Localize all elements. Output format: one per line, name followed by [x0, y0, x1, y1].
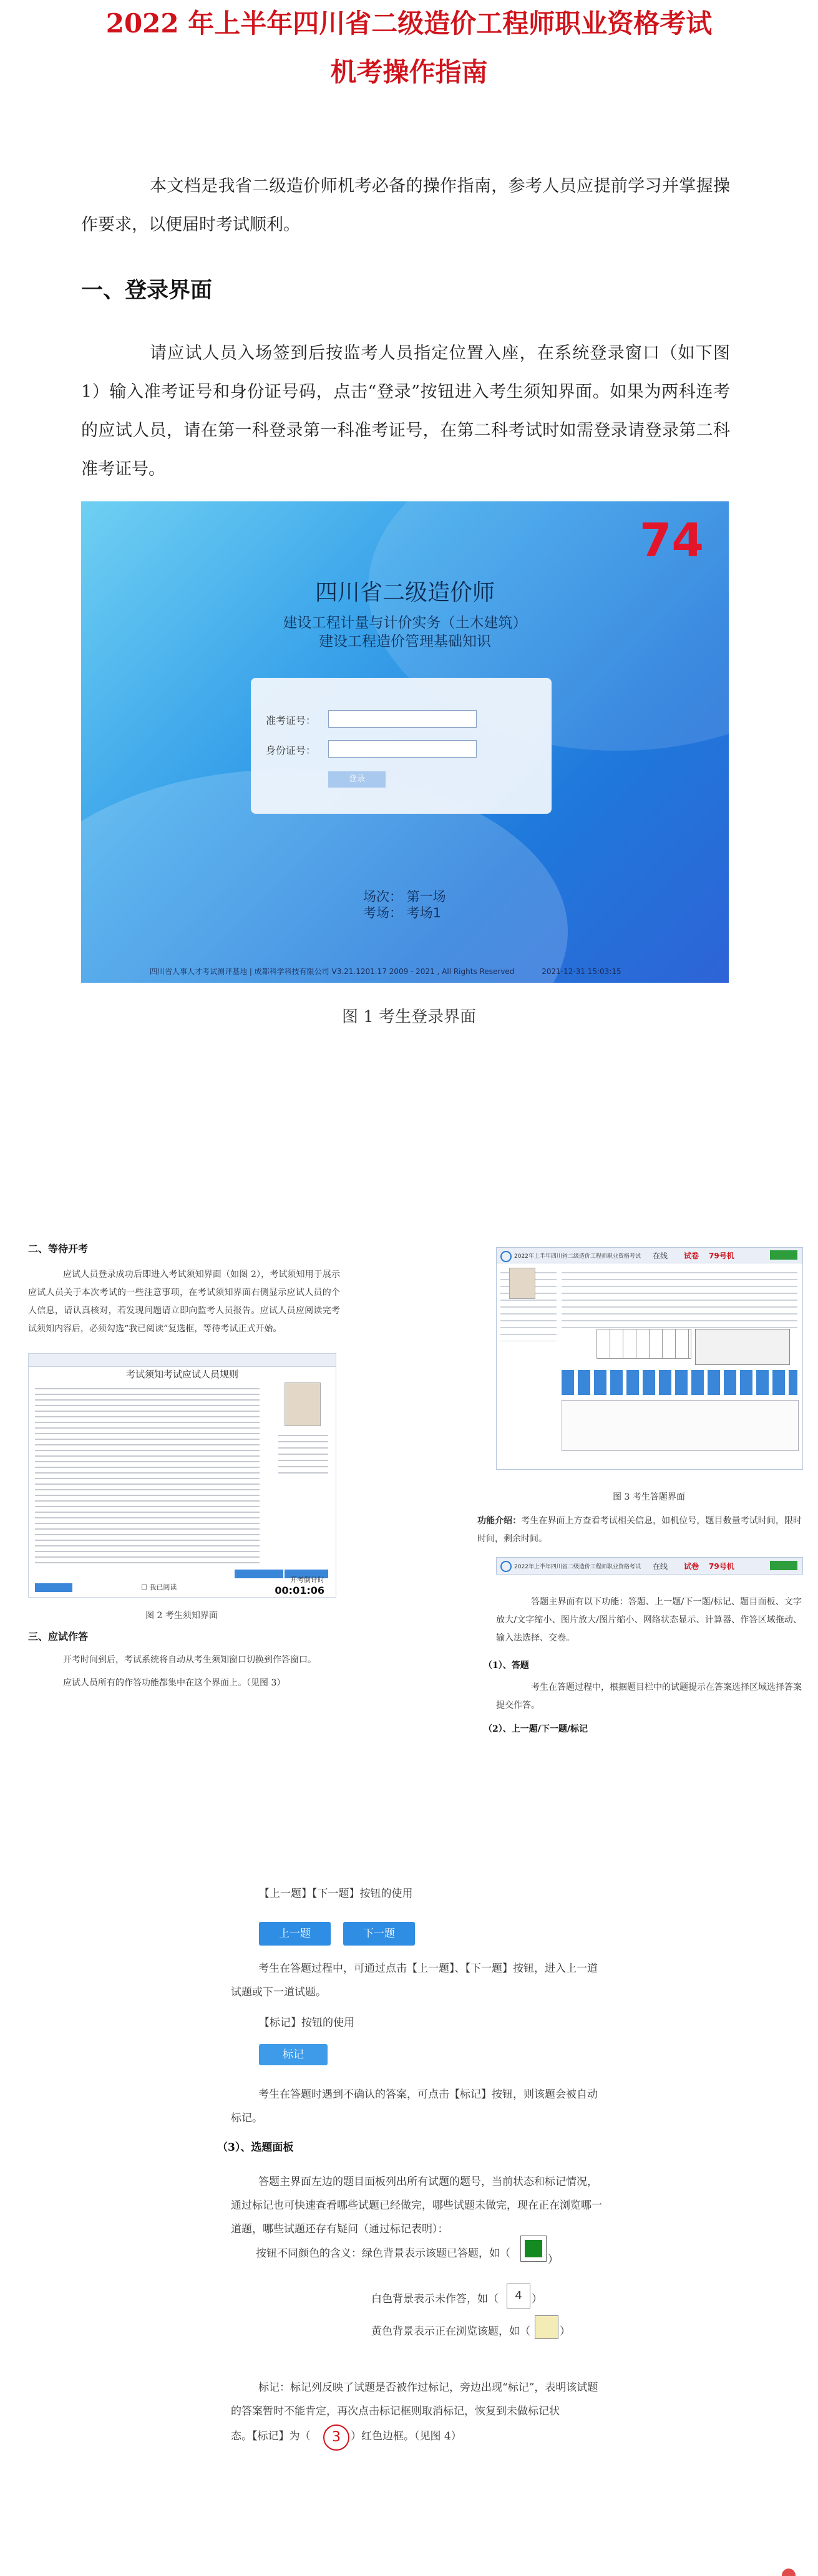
mark-title: 【标记】按钮的使用 [259, 2017, 354, 2029]
exam-label: 试卷 [684, 1562, 699, 1571]
notice-titlebar [29, 1354, 336, 1367]
candidate-photo [285, 1382, 321, 1426]
ticket-label: 准考证号： [266, 715, 316, 726]
online-status: 在线 [653, 1562, 668, 1571]
subject-line2: 建设工程造价管理基础知识 [319, 634, 491, 650]
title-line2: 机考操作指南 [330, 57, 488, 87]
login-footer [150, 966, 621, 977]
candidate-photo [509, 1268, 535, 1299]
mark-note-end-b: ）红色边框。（见图 4） [351, 2430, 462, 2443]
yellow-close: ） [560, 2325, 570, 2338]
green-close: ） [548, 2254, 558, 2266]
green-fill [525, 2240, 542, 2257]
green-meaning [256, 2242, 510, 2265]
countdown-label: 开考倒计时 [290, 1576, 324, 1584]
figure2-caption: 图 2 考生须知界面 [145, 1611, 218, 1621]
id-input[interactable] [328, 740, 477, 758]
unanswered-swatch: 4 [507, 2284, 530, 2308]
yellow-meaning: 黄色背景表示正在浏览该题，如（ [371, 2325, 530, 2338]
id-label: 身份证号： [266, 745, 316, 756]
mark-note: 标记：标记列反映了试题是否被作过标记，旁边出现“标记”，表明该试题的答案暂时不能肯定，再次点击标记框则取消标记，恢复到未做标记状 [231, 2381, 598, 2418]
function-label: 功能介绍： [477, 1516, 522, 1526]
online-status: 在线 [653, 1252, 668, 1260]
panel-heading: （3）、选题面板 [217, 2141, 294, 2154]
answer-title: 2022年上半年四川省二级造价工程师职业资格考试 [514, 1253, 641, 1260]
viewing-swatch [535, 2315, 558, 2339]
login-button[interactable]: 登录 [328, 771, 386, 788]
notice-text-block [35, 1384, 260, 1565]
submit-button[interactable] [770, 1561, 797, 1570]
read-checkbox-label: 我已阅读 [149, 1583, 177, 1591]
subject-line1: 建设工程计量与计价实务（土木建筑） [283, 615, 527, 631]
question-diagram [695, 1329, 790, 1365]
mark-text: 考生在答题时遇到不确认的答案，可点击【标记】按钮，则该题会被自动标记。 [231, 2088, 598, 2125]
prevnext-title: 【上一题】【下一题】按钮的使用 [259, 1888, 413, 1900]
system-title: 四川省二级造价师 [314, 580, 495, 605]
prev-button[interactable]: 上一题 [259, 1922, 331, 1946]
green-meaning-text: 按钮不同颜色的含义：绿色背景表示该题已答题，如（ [256, 2247, 510, 2260]
question-area [562, 1266, 797, 1329]
footer-time: 2021-12-31 15:03:15 [542, 967, 621, 976]
question-panel[interactable] [562, 1370, 797, 1395]
mark-note-end-a: 态。【标记】为（ [231, 2430, 311, 2443]
exam-label: 试卷 [684, 1252, 699, 1260]
logo-icon [500, 1561, 512, 1572]
topbar-title: 2022年上半年四川省二级造价工程师职业资格考试 [514, 1564, 641, 1570]
panel-text: 答题主界面左边的题目面板列出所有试题的题号，当前状态和标记情况，通过标记也可快速查看哪些试题已经做完，哪些试题未做完，现在正在浏览哪一道题，哪些试题还存有疑问（通过标记表明）： [231, 2176, 602, 2236]
logo-icon [500, 1251, 512, 1262]
notice-screen-figure [28, 1353, 336, 1598]
section1-paragraph: 请应试人员入场签到后按监考人员指定位置入座，在系统登录窗口（如下图 1）输入准考证号和身份证号码，点击“登录”按钮进入考生须知界面。如果为两科连考的应试人员，请在第一科登录第一科准考证号，在第二科考试时如需登录请登录第二科准考证号。 [81, 344, 730, 479]
login-screen-figure [81, 501, 729, 983]
function-intro [477, 1512, 802, 1548]
figure1-caption: 图 1 考生登录界面 [341, 1008, 477, 1026]
white-meaning: 白色背景表示未作答，如（ [371, 2293, 499, 2305]
machine-label: 79号机 [709, 1562, 734, 1571]
candidate-info [278, 1430, 328, 1474]
marked-question-icon: 3 [323, 2424, 349, 2451]
footer-copyright: 四川省人事人才考试测评基地 | 成都科学科技有限公司 V3.21.1201.17 2009 - 2021 , All Rights Reserved [150, 967, 515, 976]
submit-button[interactable] [770, 1250, 797, 1260]
ticket-input[interactable] [328, 710, 477, 728]
next-button[interactable]: 下一题 [343, 1922, 415, 1946]
countdown-value: 00:01:06 [275, 1585, 324, 1596]
answer-topbar [497, 1248, 802, 1263]
prevnext-text: 考生在答题过程中，可通过点击【上一题】、【下一题】按钮，进入上一道试题或下一道试题。 [231, 1962, 598, 1999]
answer-screen-figure [496, 1247, 803, 1470]
section3-heading: 三、应试作答 [28, 1631, 89, 1643]
question-table [596, 1329, 691, 1359]
session-text: 场次： 第一场 [363, 889, 446, 904]
white-close: ） [532, 2293, 542, 2305]
top-bar-figure [496, 1557, 803, 1575]
countdown [275, 1575, 324, 1596]
function-text: 考生在界面上方查看考试相关信息，如机位号，题目数量考试时间，限时时间，剩余时间。 [477, 1516, 802, 1544]
room-text: 考场： 考场1 [363, 905, 442, 920]
machine-label: 79号机 [709, 1252, 734, 1260]
answer-area[interactable] [562, 1400, 799, 1451]
login-panel [251, 678, 552, 814]
intro-paragraph: 本文档是我省二级造价师机考必备的操作指南，参考人员应提前学习并掌握操作要求，以便届时考试顺利。 [81, 176, 730, 234]
figure3-caption: 图 3 考生答题界面 [613, 1492, 685, 1502]
section2-paragraph: 应试人员登录成功后即进入考试须知界面（如图 2），考试须知用于展示应试人员关于本次考试的一些注意事项，在考试须知界面右侧显示应试人员的个人信息，请认真核对，若发现问题请立即向监考人员报告。应试人员应阅读完考试须知内容后，必须勾选“我已阅读”复选框，等待考试正式开始。 [28, 1270, 340, 1334]
section2-heading: 二、等待开考 [28, 1243, 89, 1255]
section3-paragraph2: 应试人员所有的作答功能都集中在这个界面上。（见图 3） [63, 1678, 286, 1688]
title-line1: 2022 年上半年四川省二级造价工程师职业资格考试 [105, 8, 713, 39]
section1-heading: 一、登录界面 [81, 277, 213, 303]
main-function-text: 答题主界面有以下功能：答题、上一题/下一题/标记、题目面板、文字放大/文字缩小、图片放大/图片缩小、网络状态显示、计算器、作答区域拖动、输入法选择、交卷。 [496, 1597, 802, 1643]
left-button[interactable] [35, 1583, 72, 1592]
machine-number: 74 [640, 514, 704, 567]
mark-button[interactable]: 标记 [259, 2044, 328, 2065]
item1-text: 考生在答题过程中，根据题目栏中的试题提示在答案选择区域选择答案提交作答。 [496, 1682, 802, 1710]
page-corner-mark [782, 2569, 796, 2576]
section3-paragraph1: 开考时间到后，考试系统将自动从考生须知窗口切换到作答窗口。 [63, 1655, 316, 1665]
notice-heading: 考试须知考试应试人员规则 [125, 1369, 238, 1380]
item1-heading: （1）、答题 [484, 1661, 529, 1671]
read-checkbox[interactable]: ☐ 我已阅读 [141, 1583, 177, 1591]
answered-swatch [520, 2236, 547, 2262]
item2-heading: （2）、上一题/下一题/标记 [484, 1724, 588, 1734]
